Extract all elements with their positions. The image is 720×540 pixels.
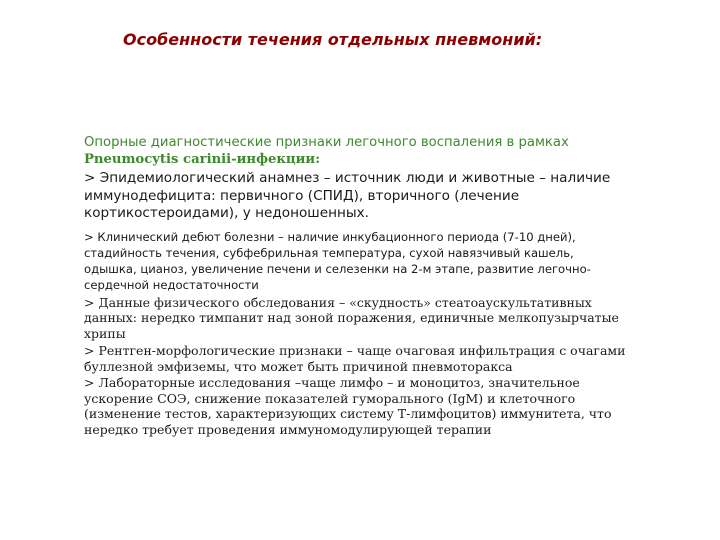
text-line: кортикостероидами), у недоношенных. (84, 205, 369, 221)
text-line: > Лабораторные исследования –чаще лимфо – и моноцитоз, значительное (84, 375, 580, 390)
paragraph-laboratory (84, 375, 690, 437)
paragraph-clinical-onset (84, 229, 690, 293)
text-line: нередко требует проведения иммуномодулирующей терапии (84, 421, 492, 437)
text-line: > Данные физического обследования – «скудность» стеатоаускультативных (84, 294, 592, 310)
paragraph-radiology (84, 343, 690, 374)
paragraph-epidemiology (84, 170, 690, 223)
text-line: ускорение СОЭ, снижение показателей гуморального (IgM) и клеточного (84, 390, 576, 406)
section-heading-line-1: Опорные диагностические признаки легочного воспаления в рамках (84, 135, 569, 150)
text-line: > Рентген-морфологические признаки – чаще очаговая инфильтрация с очагами (84, 343, 626, 358)
text-line: иммунодефицита: первичного (СПИД), вторичного (лечение (84, 187, 520, 204)
text-line: данных: нередко тимпанит над зоной поражения, единичные мелкопузырчатые (84, 310, 619, 325)
page-title: Особенности течения отдельных пневмоний: (123, 30, 543, 49)
text-line: сердечной недостаточности (84, 277, 259, 292)
text-line: буллезной эмфиземы, что может быть причиной пневмоторакса (84, 358, 513, 374)
text-line: хрипы (84, 325, 126, 341)
text-line: > Эпидемиологический анамнез – источник люди и животные – наличие (84, 170, 611, 186)
text-line: одышка, цианоз, увеличение печени и селезенки на 2-м этапе, развитие легочно- (84, 261, 591, 276)
text-line: (изменение тестов, характеризующих систему Т-лимфоцитов) иммунитета, что (84, 406, 612, 421)
text-line: > Клинический дебют болезни – наличие инкубационного периода (7-10 дней), (84, 229, 576, 244)
content-block (84, 134, 690, 437)
text-line: стадийность течения, субфебрильная температура, сухой навязчивый кашель, (84, 245, 574, 260)
paragraph-physical-exam (84, 295, 690, 342)
section-heading-line-2: Pneumocytis carinii-инфекции: (84, 152, 321, 167)
